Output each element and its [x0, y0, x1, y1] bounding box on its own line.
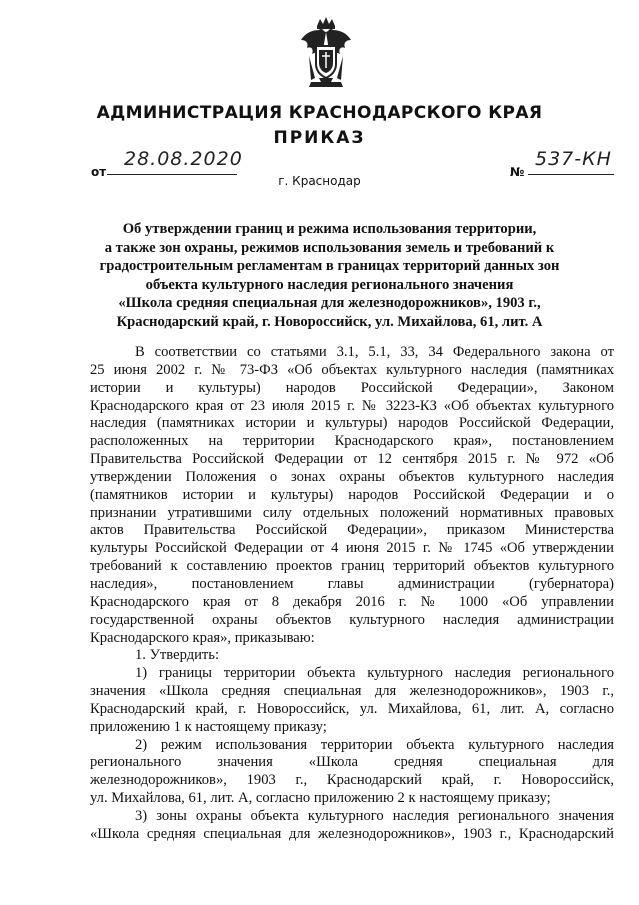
body-line: регионального значения «Школа средняя специальная для	[90, 754, 614, 771]
body-line: истории и культуры) народов Российской Федерации», Законом	[90, 379, 614, 396]
body-line: культуры Российской Федерации от 4 июня 2015 г. № 1745 «Об утверждении	[90, 540, 614, 557]
body-line: 1. Утвердить:	[135, 647, 220, 664]
body-line: значения «Школа средняя специальная для железнодорожников», 1903 г.,	[90, 683, 614, 700]
body-line: утверждении Положения о зонах охраны объектов культурного наследия	[90, 468, 614, 485]
title-line: «Школа средняя специальная для железнодорожников», 1903 г.,	[118, 295, 541, 312]
body-line: 25 июня 2002 г. № 73-ФЗ «Об объектах культурного наследия (памятниках	[90, 361, 614, 378]
body-line: ул. Михайлова, 61, лит. А, согласно приложению 2 к настоящему приказу;	[90, 790, 551, 807]
body-line: государственной охраны объектов культурного наследия администрации	[90, 611, 614, 628]
title-line: градостроительным регламентам в границах территорий данных зон	[99, 258, 560, 275]
body-line: актов Правительства Российской Федерации», приказом Министерства	[90, 522, 614, 539]
body-line: 3) зоны охраны объекта культурного наследия регионального значения	[135, 807, 614, 824]
body-line: Правительства Российской Федерации от 12 сентября 2015 г. № 972 «Об	[90, 451, 614, 468]
body-line: железнодорожников», 1903 г., Краснодарский край, г. Новороссийск,	[90, 772, 614, 789]
organization-name: АДМИНИСТРАЦИЯ КРАСНОДАРСКОГО КРАЯ	[96, 103, 543, 123]
document-body	[90, 344, 614, 844]
body-line: Краснодарский край, г. Новороссийск, ул. Михайлова, 61, лит. А, согласно	[90, 700, 614, 717]
title-line: а также зон охраны, режимов использования земель и требований к	[104, 239, 555, 256]
body-line: наследия», постановлением главы администрации (губернатора)	[90, 575, 614, 592]
date-value: 28.08.2020	[124, 148, 243, 170]
body-line: (памятников истории и культуры) народов Российской Федерации и о	[90, 486, 614, 503]
body-line: Краснодарского края от 8 декабря 2016 г. № 1000 «Об управлении	[90, 593, 614, 610]
title-line: объекта культурного наследия регионального значения	[145, 276, 514, 293]
date-label: от	[91, 165, 107, 179]
number-value: 537-КН	[535, 148, 612, 170]
document-type: ПРИКАЗ	[273, 128, 366, 148]
title-line: Об утверждении границ и режима использования территории,	[122, 221, 537, 237]
number-label: №	[510, 165, 525, 179]
title-line: Краснодарский край, г. Новороссийск, ул. Михайлова, 61, лит. А	[116, 313, 543, 330]
body-line: В соответствии со статьями 3.1, 5.1, 33, 34 Федерального закона от	[135, 344, 614, 360]
body-line: наследия (памятниках истории и культуры) народов Российской Федерации,	[90, 415, 614, 432]
body-line: 2) режим использования территории объекта культурного наследия	[135, 736, 614, 753]
body-line: Краснодарского края от 23 июля 2015 г. № 3223-КЗ «Об объектах культурного	[90, 397, 614, 414]
body-line: расположенных на территории Краснодарского края», постановлением	[90, 433, 614, 450]
body-line: признании утратившими силу отдельных положений нормативных правовых	[90, 504, 614, 521]
body-line: «Школа средняя специальная для железнодорожников», 1903 г., Краснодарский	[90, 825, 614, 842]
body-line: Краснодарского края», приказываю:	[90, 629, 315, 646]
body-line: приложению 1 к настоящему приказу;	[90, 718, 327, 735]
body-line: требований к составлению проектов границ территорий объектов культурного	[90, 558, 614, 575]
document-title	[60, 220, 599, 332]
body-line: 1) границы территории объекта культурного наследия регионального	[135, 665, 614, 682]
city: г. Краснодар	[278, 174, 361, 188]
coat-of-arms-icon	[297, 16, 355, 92]
